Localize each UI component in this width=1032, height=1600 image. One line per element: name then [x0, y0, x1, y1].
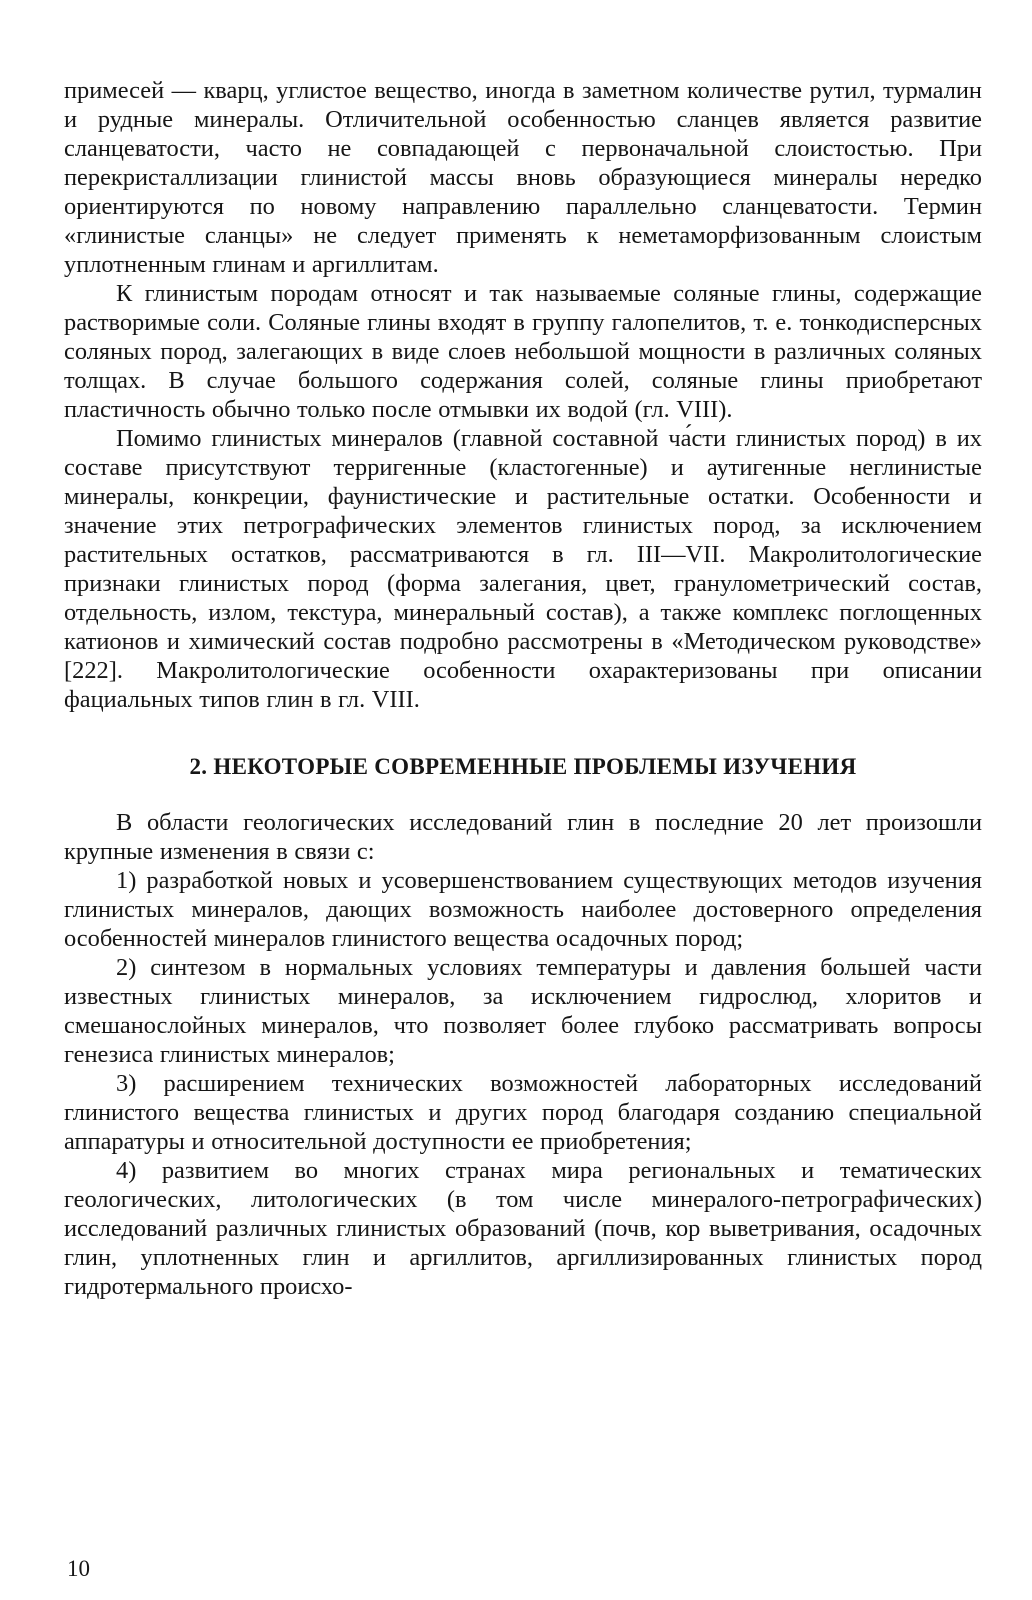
page-number: 10 [67, 1556, 90, 1581]
section-heading: 2. НЕКОТОРЫЕ СОВРЕМЕННЫЕ ПРОБЛЕМЫ ИЗУЧЕНИЯ [189, 754, 857, 779]
section-intro: В области геологических исследований глин в последние 20 лет произошли крупные изменения в связи с: [64, 809, 982, 865]
paragraph-3: Помимо глинистых минералов (главной составной ча́сти глинистых пород) в их составе присутствуют терригенные (кластогенные) и аутигенные неглинистые минералы, конкреции, фаунистические и растительные остатки. Особенности и значение этих петрографических элементов глинистых пород, за исключением растительных остатков, рассматриваются в гл. III—VII. Макролитологические признаки глинистых пород (форма залегания, цвет, гранулометрический состав, отдельность, излом, текстура, минеральный состав), а также комплекс поглощенных катионов и химический состав подробно рассмотрены в «Методическом руководстве» [222]. Макролитологические особенности охарактеризованы при описании фациальных типов глин в гл. VIII. [64, 425, 982, 713]
page-body [64, 76, 982, 1301]
paragraph-2: К глинистым породам относят и так называемые соляные глины, содержащие растворимые соли. Соляные глины входят в группу галопелитов, т. е. тонкодисперсных соляных пород, залегающих в виде слоев небольшой мощности в различных соляных толщах. В случае большого содержания солей, соляные глины приобретают пластичность обычно только после отмывки их водой (гл. VIII). [64, 280, 982, 423]
list-item-3: 3) расширением технических возможностей лабораторных исследований глинистого вещества глинистых и других пород благодаря созданию специальной аппаратуры и относительной доступности ее приобретения; [64, 1070, 982, 1155]
list-item-4: 4) развитием во многих странах мира региональных и тематических геологических, литологических (в том числе минералого-петрографических) исследований различных глинистых образований (почв, кор выветривания, осадочных глин, уплотненных глин и аргиллитов, аргиллизированных глинистых пород гидротермального происхо- [64, 1157, 982, 1300]
list-item-1: 1) разработкой новых и усовершенствованием существующих методов изучения глинистых минералов, дающих возможность наиболее достоверного определения особенностей минералов глинистого вещества осадочных пород; [64, 867, 982, 952]
list-item-2: 2) синтезом в нормальных условиях температуры и давления большей части известных глинистых минералов, за исключением гидрослюд, хлоритов и смешанослойных минералов, что позволяет более глубоко рассматривать вопросы генезиса глинистых минералов; [64, 954, 982, 1068]
paragraph-1: примесей — кварц, углистое вещество, иногда в заметном количестве рутил, турмалин и рудные минералы. Отличительной особенностью сланцев является развитие сланцеватости, часто не совпадающей с первоначальной слоистостью. При перекристаллизации глинистой массы вновь образующиеся минералы нередко ориентируются по новому направлению параллельно сланцеватости. Термин «глинистые сланцы» не следует применять к неметаморфизованным слоистым уплотненным глинам и аргиллитам. [64, 77, 982, 278]
